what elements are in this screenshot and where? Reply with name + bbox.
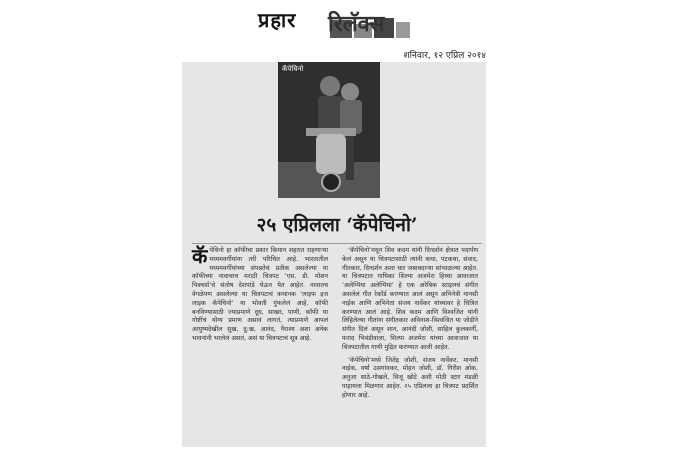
brand-title: प्रहार [258,8,297,32]
article-body-right-p1: ‘कॅपेचिनो’मधून शिव कदम यांनी दिग्दर्शन क्षेत्रात पदार्पण केलं असून या चित्रपटासाठी त्यांनी कथा, पटकथा, संवाद, गीतकार, दिग्दर्शन अशा चार जबाबदाऱ्या सांभाळल्या आहेत. या चित्रपटात गायिका शिल्पा अजमेरा हिच्या आवाजात ‘अलेप्पिया अलेप्पिया’ हे एक अरेबिक स्टाइलचं संगीत असलेलं गीत रेकॉर्ड करण्यात आलं असून अभिनेत्री मानसी नाईक आणि अभिनेता संजय नार्वेकर यांच्यावर हे चित्रित करण्यात आलं आहे. शिव कदम आणि विश्वजित यांनी लिहिलेल्या गीतांना संगीतकार अविनाश-विश्वजित या जोडीने संगीत दिलं असून शान, आनंदी जोशी, साहिल कुलकर्णी, फराद भिवंडीवाला, शिल्पा अजमेरा यांच्या आवाजात या चित्रपटातील गाणी मुद्रित करण्यात आली आहेत. [342,247,478,351]
section-logo-text: रिलॅक्स [328,11,385,37]
headline-divider [192,243,482,244]
article-body-right-p2: ‘कॅपेचिनो’मध्ये जितेंद्र जोशी, संजय नार्वेकर, मानसी नाईक, वर्षा उसगांवकर, मोहन जोशी, डॉ. गिरीश ओक, अनुजा साठे-गोखले, विजू खोटे अशी मोठी स्टार मंडळी पाहायला मिळणार आहेत. २५ एप्रिलला हा चित्रपट प्रदर्शित होणार आहे. [342,356,478,399]
issue-date: शनिवार, १२ एप्रिल २०१४ [403,51,486,61]
article-body-left: पेचिनो हा कॉफीचा प्रकार किमान शहरात राहणाऱ्या मध्यमवर्गीयांना तरी परिचित आहे. भारतातील मध्यमवर्गीयांच्या संपन्नतेचं प्रतीक असलेल्या या कॉफीच्या नावाचाच मराठी चित्रपट ‘एस. डी. मोशन पिक्चर्स’चे संतोष देशपांडे घेऊन येत आहेत. नावातच वेगळेपण असलेल्या या चित्रपटाचं कथानक ‘लाइफ इज लाइक कॅपेचिनो’ या भोवती गुंफलेलं आहे. कॉफी बनविण्यासाठी ज्याप्रमाणे दूध, साखर, पाणी, कॉफी या गोष्टींचं योग्य प्रमाण असावं लागतं, त्याप्रमाणे आपलं आयुष्यदेखील सुख, दु:ख, आनंद, नैराश्य अशा अनेक भावनांनी भरलेलं असतं, असं या चित्रपटाचं सूत्र आहे. [192,247,328,342]
article-photo [278,62,380,198]
article-column-left [192,244,328,344]
masthead [258,4,418,48]
article-headline: २५ एप्रिलला ‘कॅपेचिनो’ [256,214,418,236]
scooter-photo-icon [278,62,380,198]
article-column-right [342,247,478,405]
photo-label: कॅपेचिनो [282,65,304,73]
dropcap: कॅ [192,244,208,268]
